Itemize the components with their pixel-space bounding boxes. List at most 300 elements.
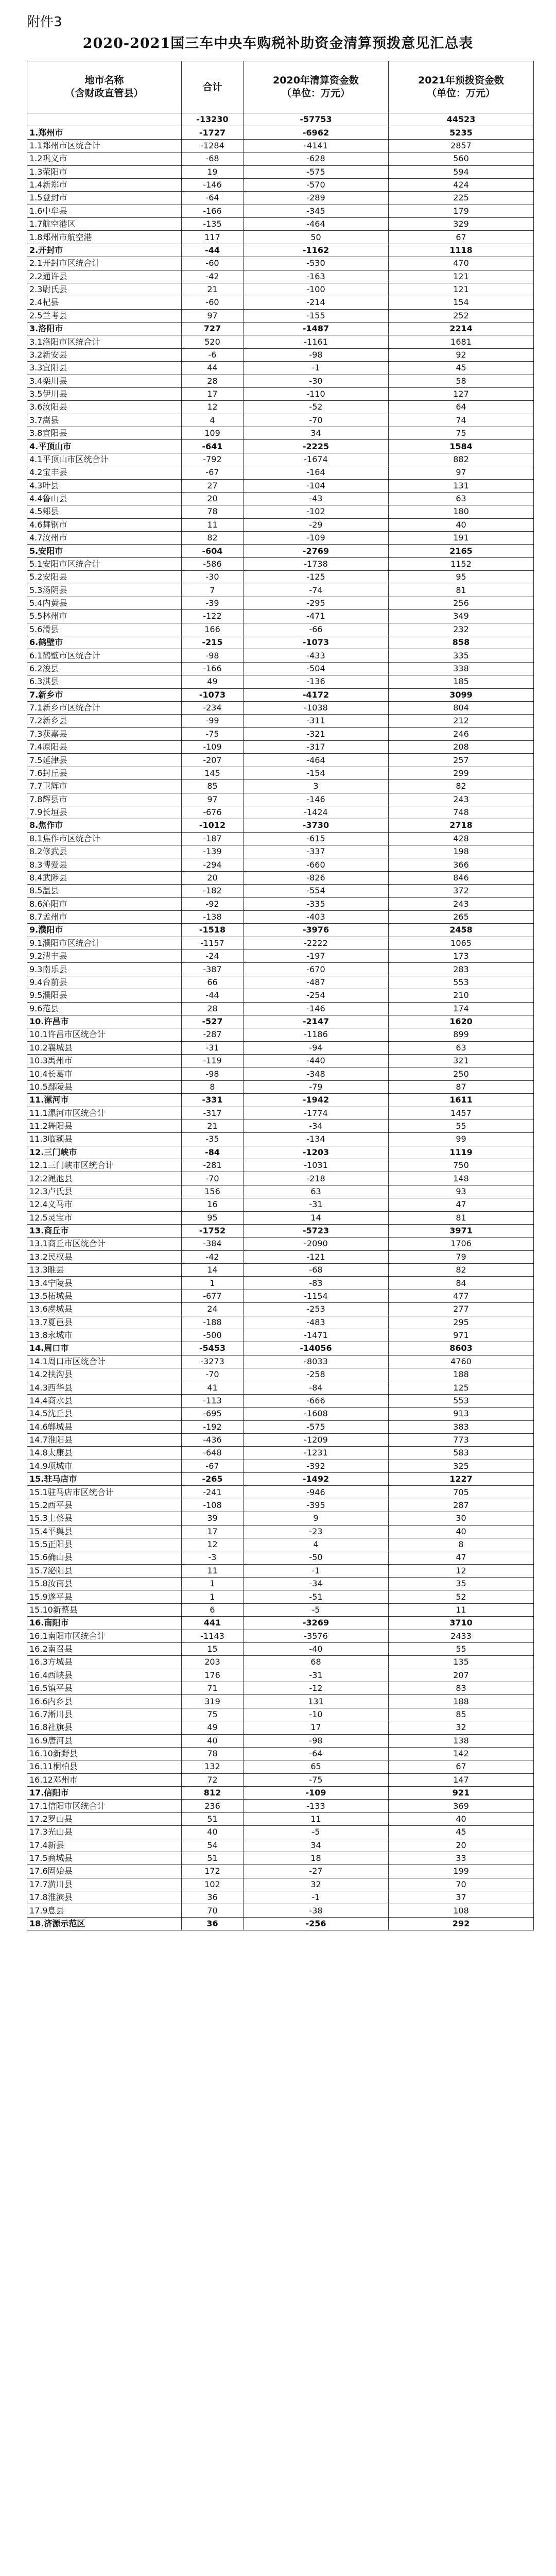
table-row — [27, 897, 534, 910]
table-row — [27, 1041, 534, 1054]
cell-2020-settlement: -3976 — [244, 924, 389, 937]
cell-2020-settlement: -1203 — [244, 1146, 389, 1159]
cell-2021-advance: 75 — [389, 427, 534, 440]
cell-2021-advance: 256 — [389, 597, 534, 609]
cell-total: 102 — [182, 1878, 244, 1891]
cell-region-name: 8.5温县 — [27, 885, 182, 897]
cell-2020-settlement: -256 — [244, 1917, 389, 1930]
cell-2021-advance: 81 — [389, 1211, 534, 1224]
cell-total: -182 — [182, 885, 244, 897]
cell-total: -436 — [182, 1433, 244, 1446]
cell-total: 24 — [182, 1303, 244, 1316]
cell-region-name: 6.2浚县 — [27, 662, 182, 675]
cell-region-name: 1.4新郑市 — [27, 178, 182, 191]
cell-2020-settlement: -660 — [244, 858, 389, 871]
cell-2020-settlement: -826 — [244, 871, 389, 884]
table-row — [27, 649, 534, 662]
table-row — [27, 1264, 534, 1277]
cell-region-name: 8.1焦作市区统合计 — [27, 832, 182, 845]
cell-2020-settlement: -155 — [244, 309, 389, 322]
cell-2021-advance: 63 — [389, 1041, 534, 1054]
cell-region-name: 7.3获嘉县 — [27, 727, 182, 740]
cell-2020-settlement: -554 — [244, 885, 389, 897]
cell-region-name: 3.7嵩县 — [27, 414, 182, 427]
cell-2020-settlement: 63 — [244, 1185, 389, 1198]
cell-region-name: 7.1新乡市区统合计 — [27, 701, 182, 714]
table-row — [27, 1721, 534, 1734]
table-row — [27, 1394, 534, 1407]
cell-2021-advance: 87 — [389, 1080, 534, 1093]
cell-2020-settlement: -197 — [244, 950, 389, 963]
table-row — [27, 1238, 534, 1250]
cell-total: -166 — [182, 205, 244, 217]
cell-region-name: 5.2安阳县 — [27, 571, 182, 584]
cell-region-name: 1.5登封市 — [27, 192, 182, 205]
table-row — [27, 819, 534, 832]
cell-region-name: 9.5濮阳县 — [27, 989, 182, 1002]
cell-total: -281 — [182, 1159, 244, 1172]
cell-2021-advance: 74 — [389, 414, 534, 427]
cell-2020-settlement: -133 — [244, 1800, 389, 1812]
cell-2021-advance: 121 — [389, 283, 534, 296]
cell-region-name: 17.4新县 — [27, 1839, 182, 1852]
cell-2020-settlement: -487 — [244, 976, 389, 989]
table-row — [27, 688, 534, 701]
cell-2020-settlement: -628 — [244, 152, 389, 165]
cell-total: -331 — [182, 1094, 244, 1107]
cell-2021-advance: 180 — [389, 505, 534, 518]
cell-2020-settlement: -395 — [244, 1499, 389, 1512]
cell-region-name: 13.3睢县 — [27, 1264, 182, 1277]
cell-2020-settlement: -98 — [244, 1734, 389, 1747]
cell-region-name: 6.3淇县 — [27, 675, 182, 688]
cell-2021-advance: 1706 — [389, 1238, 534, 1250]
cell-2020-settlement: -51 — [244, 1590, 389, 1603]
cell-2020-settlement: -43 — [244, 492, 389, 505]
cell-2021-advance: 70 — [389, 1878, 534, 1891]
cell-region-name: 1.3荥阳市 — [27, 165, 182, 178]
table-row — [27, 1211, 534, 1224]
cell-2020-settlement: -3269 — [244, 1617, 389, 1630]
cell-region-name: 7.4原阳县 — [27, 741, 182, 754]
cell-region-name: 12.三门峡市 — [27, 1146, 182, 1159]
cell-region-name: 5.5林州市 — [27, 610, 182, 623]
cell-region-name: 16.3方城县 — [27, 1656, 182, 1669]
table-row — [27, 976, 534, 989]
cell-2020-settlement: -1471 — [244, 1329, 389, 1342]
cell-2020-settlement: -1608 — [244, 1408, 389, 1420]
cell-total: -527 — [182, 1015, 244, 1028]
cell-total: 11 — [182, 1564, 244, 1577]
table-row — [27, 741, 534, 754]
cell-region-name: 15.6确山县 — [27, 1551, 182, 1564]
cell-region-name: 9.3南乐县 — [27, 963, 182, 976]
cell-region-name: 12.1三门峡市区统合计 — [27, 1159, 182, 1172]
cell-total: 28 — [182, 1002, 244, 1015]
cell-2020-settlement: 34 — [244, 427, 389, 440]
cell-total: -84 — [182, 1146, 244, 1159]
cell-2020-settlement: -57753 — [244, 113, 389, 126]
cell-2021-advance: 30 — [389, 1512, 534, 1525]
table-row — [27, 375, 534, 387]
table-row — [27, 1355, 534, 1368]
cell-total: 132 — [182, 1760, 244, 1773]
cell-2020-settlement: -464 — [244, 218, 389, 231]
cell-total: -3273 — [182, 1355, 244, 1368]
table-row — [27, 505, 534, 518]
table-row — [27, 675, 534, 688]
cell-total: 12 — [182, 401, 244, 414]
cell-2020-settlement: -345 — [244, 205, 389, 217]
cell-total: -604 — [182, 545, 244, 557]
cell-region-name: 1.2巩义市 — [27, 152, 182, 165]
cell-2020-settlement: -2222 — [244, 937, 389, 950]
table-row — [27, 401, 534, 414]
cell-region-name: 3.8宜阳县 — [27, 427, 182, 440]
cell-region-name: 17.9息县 — [27, 1904, 182, 1917]
cell-2020-settlement: -83 — [244, 1277, 389, 1290]
cell-2020-settlement: 34 — [244, 1839, 389, 1852]
cell-2021-advance: 2165 — [389, 545, 534, 557]
table-row — [27, 636, 534, 649]
table-row — [27, 950, 534, 963]
cell-2021-advance: 1118 — [389, 244, 534, 257]
cell-2020-settlement: -504 — [244, 662, 389, 675]
cell-region-name: 1.郑州市 — [27, 126, 182, 139]
cell-2021-advance: 33 — [389, 1852, 534, 1865]
cell-region-name: 14.2扶沟县 — [27, 1368, 182, 1381]
cell-total: -42 — [182, 270, 244, 283]
cell-total: -92 — [182, 897, 244, 910]
cell-region-name: 13.8永城市 — [27, 1329, 182, 1342]
cell-total: 172 — [182, 1865, 244, 1878]
cell-total: -1518 — [182, 924, 244, 937]
cell-region-name: 1.8郑州市航空港 — [27, 231, 182, 244]
table-row — [27, 348, 534, 361]
cell-2020-settlement: -575 — [244, 1420, 389, 1433]
cell-2021-advance: 40 — [389, 518, 534, 531]
table-row — [27, 1329, 534, 1342]
table-row — [27, 139, 534, 152]
table-row — [27, 871, 534, 884]
cell-2020-settlement: -34 — [244, 1578, 389, 1590]
cell-2020-settlement: -27 — [244, 1865, 389, 1878]
table-row — [27, 309, 534, 322]
table-row — [27, 427, 534, 440]
cell-2020-settlement: -1154 — [244, 1290, 389, 1302]
cell-total: 97 — [182, 309, 244, 322]
cell-2020-settlement: -1487 — [244, 323, 389, 335]
cell-region-name: 14.3西华县 — [27, 1381, 182, 1394]
table-row — [27, 231, 534, 244]
table-row — [27, 754, 534, 767]
cell-2021-advance: 1227 — [389, 1473, 534, 1486]
cell-total: -677 — [182, 1290, 244, 1302]
cell-total: 78 — [182, 505, 244, 518]
cell-2021-advance: 148 — [389, 1172, 534, 1185]
table-row — [27, 152, 534, 165]
table-row — [27, 767, 534, 779]
cell-2021-advance: 32 — [389, 1721, 534, 1734]
cell-2021-advance: 321 — [389, 1055, 534, 1067]
cell-2021-advance: 37 — [389, 1891, 534, 1904]
cell-total: 1 — [182, 1590, 244, 1603]
cell-2020-settlement: -40 — [244, 1642, 389, 1655]
cell-2020-settlement: -1231 — [244, 1447, 389, 1460]
table-row — [27, 1904, 534, 1917]
table-row — [27, 1133, 534, 1146]
cell-total: -676 — [182, 806, 244, 819]
cell-total: 203 — [182, 1656, 244, 1669]
cell-region-name: 7.7卫辉市 — [27, 780, 182, 793]
cell-2020-settlement: -136 — [244, 675, 389, 688]
table-row — [27, 1551, 534, 1564]
cell-total: 236 — [182, 1800, 244, 1812]
cell-total: 21 — [182, 1120, 244, 1132]
cell-total: -35 — [182, 1133, 244, 1146]
cell-2020-settlement: -102 — [244, 505, 389, 518]
cell-2020-settlement: -109 — [244, 1787, 389, 1800]
cell-2021-advance: 858 — [389, 636, 534, 649]
cell-2020-settlement: -52 — [244, 401, 389, 414]
cell-2020-settlement: -4141 — [244, 139, 389, 152]
cell-2021-advance: 82 — [389, 780, 534, 793]
cell-2021-advance: 11 — [389, 1603, 534, 1616]
table-row — [27, 989, 534, 1002]
cell-region-name: 3.3宜阳县 — [27, 362, 182, 375]
cell-2021-advance: 1681 — [389, 335, 534, 348]
cell-2021-advance: 295 — [389, 1316, 534, 1329]
cell-2021-advance: 208 — [389, 741, 534, 754]
cell-2021-advance: 232 — [389, 623, 534, 636]
cell-2020-settlement: -392 — [244, 1460, 389, 1472]
table-row — [27, 1656, 534, 1669]
cell-region-name: 14.8太康县 — [27, 1447, 182, 1460]
table-row — [27, 492, 534, 505]
table-row — [27, 1525, 534, 1538]
cell-total: 44 — [182, 362, 244, 375]
cell-region-name: 2.3尉氏县 — [27, 283, 182, 296]
cell-2020-settlement: -134 — [244, 1133, 389, 1146]
cell-region-name: 14.5沈丘县 — [27, 1408, 182, 1420]
cell-total: 41 — [182, 1381, 244, 1394]
cell-2020-settlement: 65 — [244, 1760, 389, 1773]
cell-2020-settlement: -1674 — [244, 453, 389, 466]
cell-region-name: 15.驻马店市 — [27, 1473, 182, 1486]
cell-2020-settlement: -289 — [244, 192, 389, 205]
table-row — [27, 1826, 534, 1839]
cell-2021-advance: 594 — [389, 165, 534, 178]
cell-2021-advance: 99 — [389, 1133, 534, 1146]
table-row — [27, 1603, 534, 1616]
cell-total: -586 — [182, 557, 244, 570]
cell-2020-settlement: -70 — [244, 414, 389, 427]
cell-2021-advance: 125 — [389, 1381, 534, 1394]
cell-2021-advance: 3710 — [389, 1617, 534, 1630]
cell-total: 15 — [182, 1642, 244, 1655]
cell-total: -146 — [182, 178, 244, 191]
cell-2021-advance: 921 — [389, 1787, 534, 1800]
cell-2021-advance: 207 — [389, 1669, 534, 1682]
cell-2020-settlement: 18 — [244, 1852, 389, 1865]
table-row — [27, 126, 534, 139]
cell-2020-settlement: -34 — [244, 1120, 389, 1132]
cell-2021-advance: 173 — [389, 950, 534, 963]
cell-2021-advance: 92 — [389, 348, 534, 361]
cell-2020-settlement: -4172 — [244, 688, 389, 701]
cell-region-name: 16.10新野县 — [27, 1747, 182, 1760]
cell-total: -70 — [182, 1368, 244, 1381]
cell-2021-advance: 246 — [389, 727, 534, 740]
cell-total: 51 — [182, 1852, 244, 1865]
cell-region-name: 12.4义马市 — [27, 1198, 182, 1211]
cell-2021-advance: 243 — [389, 897, 534, 910]
cell-total: -30 — [182, 571, 244, 584]
cell-2020-settlement: -1038 — [244, 701, 389, 714]
cell-region-name: 9.1濮阳市区统合计 — [27, 937, 182, 950]
cell-2021-advance: 8 — [389, 1538, 534, 1551]
table-row — [27, 1812, 534, 1825]
table-row — [27, 597, 534, 609]
table-row — [27, 1630, 534, 1642]
table-row — [27, 937, 534, 950]
cell-region-name: 16.9唐河县 — [27, 1734, 182, 1747]
cell-region-name: 13.商丘市 — [27, 1224, 182, 1237]
table-row — [27, 715, 534, 727]
cell-region-name: 17.2罗山县 — [27, 1812, 182, 1825]
cell-total: -317 — [182, 1107, 244, 1120]
cell-2021-advance: 67 — [389, 1760, 534, 1773]
cell-region-name: 12.3卢氏县 — [27, 1185, 182, 1198]
table-row — [27, 924, 534, 937]
cell-2020-settlement: -154 — [244, 767, 389, 779]
cell-region-name: 13.7夏邑县 — [27, 1316, 182, 1329]
cell-total: -39 — [182, 597, 244, 609]
cell-region-name: 17.1信阳市区统合计 — [27, 1800, 182, 1812]
cell-2020-settlement: -3730 — [244, 819, 389, 832]
cell-total: -1157 — [182, 937, 244, 950]
cell-2021-advance: 20 — [389, 1839, 534, 1852]
cell-region-name: 8.6沁阳市 — [27, 897, 182, 910]
table-row — [27, 557, 534, 570]
cell-total: 1 — [182, 1578, 244, 1590]
cell-2021-advance: 560 — [389, 152, 534, 165]
cell-total: 8 — [182, 1080, 244, 1093]
table-row — [27, 1642, 534, 1655]
table-row — [27, 1055, 534, 1067]
cell-2020-settlement: -1186 — [244, 1028, 389, 1041]
cell-2020-settlement: -1492 — [244, 1473, 389, 1486]
cell-2020-settlement: -125 — [244, 571, 389, 584]
cell-2020-settlement: -1424 — [244, 806, 389, 819]
table-row — [27, 610, 534, 623]
cell-2021-advance: 81 — [389, 584, 534, 597]
cell-2021-advance: 299 — [389, 767, 534, 779]
cell-total: -44 — [182, 989, 244, 1002]
cell-2021-advance: 97 — [389, 466, 534, 479]
table-row — [27, 858, 534, 871]
cell-total: 441 — [182, 1617, 244, 1630]
cell-2020-settlement: -12 — [244, 1682, 389, 1695]
cell-total: -5453 — [182, 1342, 244, 1355]
table-row — [27, 727, 534, 740]
cell-2020-settlement: -164 — [244, 466, 389, 479]
cell-region-name: 16.8社旗县 — [27, 1721, 182, 1734]
cell-region-name: 11.3临颍县 — [27, 1133, 182, 1146]
cell-2020-settlement: -1161 — [244, 335, 389, 348]
cell-2021-advance: 287 — [389, 1499, 534, 1512]
cell-region-name: 7.8辉县市 — [27, 793, 182, 806]
cell-2021-advance: 95 — [389, 571, 534, 584]
cell-total: -1752 — [182, 1224, 244, 1237]
cell-region-name: 16.12邓州市 — [27, 1773, 182, 1786]
cell-total: -60 — [182, 257, 244, 270]
table-row — [27, 1420, 534, 1433]
cell-2021-advance: 8603 — [389, 1342, 534, 1355]
document-title: 2020-2021国三车中央车购税补助资金清算预拨意见汇总表 — [82, 36, 474, 52]
cell-2020-settlement: -2090 — [244, 1238, 389, 1250]
cell-total: -215 — [182, 636, 244, 649]
cell-total: 176 — [182, 1669, 244, 1682]
cell-2021-advance: 366 — [389, 858, 534, 871]
cell-2021-advance: 52 — [389, 1590, 534, 1603]
cell-region-name: 15.8汝南县 — [27, 1578, 182, 1590]
cell-2021-advance: 335 — [389, 649, 534, 662]
cell-total: 36 — [182, 1891, 244, 1904]
cell-region-name: 16.5镇平县 — [27, 1682, 182, 1695]
cell-2020-settlement: 131 — [244, 1695, 389, 1708]
cell-region-name: 18.济源示范区 — [27, 1917, 182, 1930]
cell-2021-advance: 1152 — [389, 557, 534, 570]
cell-2020-settlement: -104 — [244, 479, 389, 492]
cell-2021-advance: 325 — [389, 1460, 534, 1472]
cell-total: -67 — [182, 466, 244, 479]
cell-2021-advance: 2458 — [389, 924, 534, 937]
cell-region-name: 7.新乡市 — [27, 688, 182, 701]
cell-region-name: 7.6封丘县 — [27, 767, 182, 779]
table-row — [27, 283, 534, 296]
cell-region-name: 16.2南召县 — [27, 1642, 182, 1655]
cell-total: -109 — [182, 741, 244, 754]
cell-region-name: 2.1开封市区统合计 — [27, 257, 182, 270]
cell-region-name: 15.3上蔡县 — [27, 1512, 182, 1525]
cell-region-name: 2.2通许县 — [27, 270, 182, 283]
cell-2021-advance: 40 — [389, 1525, 534, 1538]
table-row — [27, 701, 534, 714]
cell-2021-advance: 804 — [389, 701, 534, 714]
cell-region-name: 15.2西平县 — [27, 1499, 182, 1512]
cell-total: -3 — [182, 1551, 244, 1564]
cell-total: -44 — [182, 244, 244, 257]
cell-total: 117 — [182, 231, 244, 244]
table-row — [27, 1839, 534, 1852]
table-row — [27, 1682, 534, 1695]
cell-2020-settlement: 50 — [244, 231, 389, 244]
cell-2020-settlement: -146 — [244, 1002, 389, 1015]
cell-total: -122 — [182, 610, 244, 623]
cell-total: 12 — [182, 1538, 244, 1551]
table-row — [27, 178, 534, 191]
table-row — [27, 270, 534, 283]
cell-2020-settlement: -253 — [244, 1303, 389, 1316]
cell-2020-settlement: 4 — [244, 1538, 389, 1551]
cell-total: -135 — [182, 218, 244, 231]
cell-total: 11 — [182, 518, 244, 531]
cell-2020-settlement: -575 — [244, 165, 389, 178]
cell-total: -294 — [182, 858, 244, 871]
cell-total: 21 — [182, 283, 244, 296]
cell-total: -108 — [182, 1499, 244, 1512]
